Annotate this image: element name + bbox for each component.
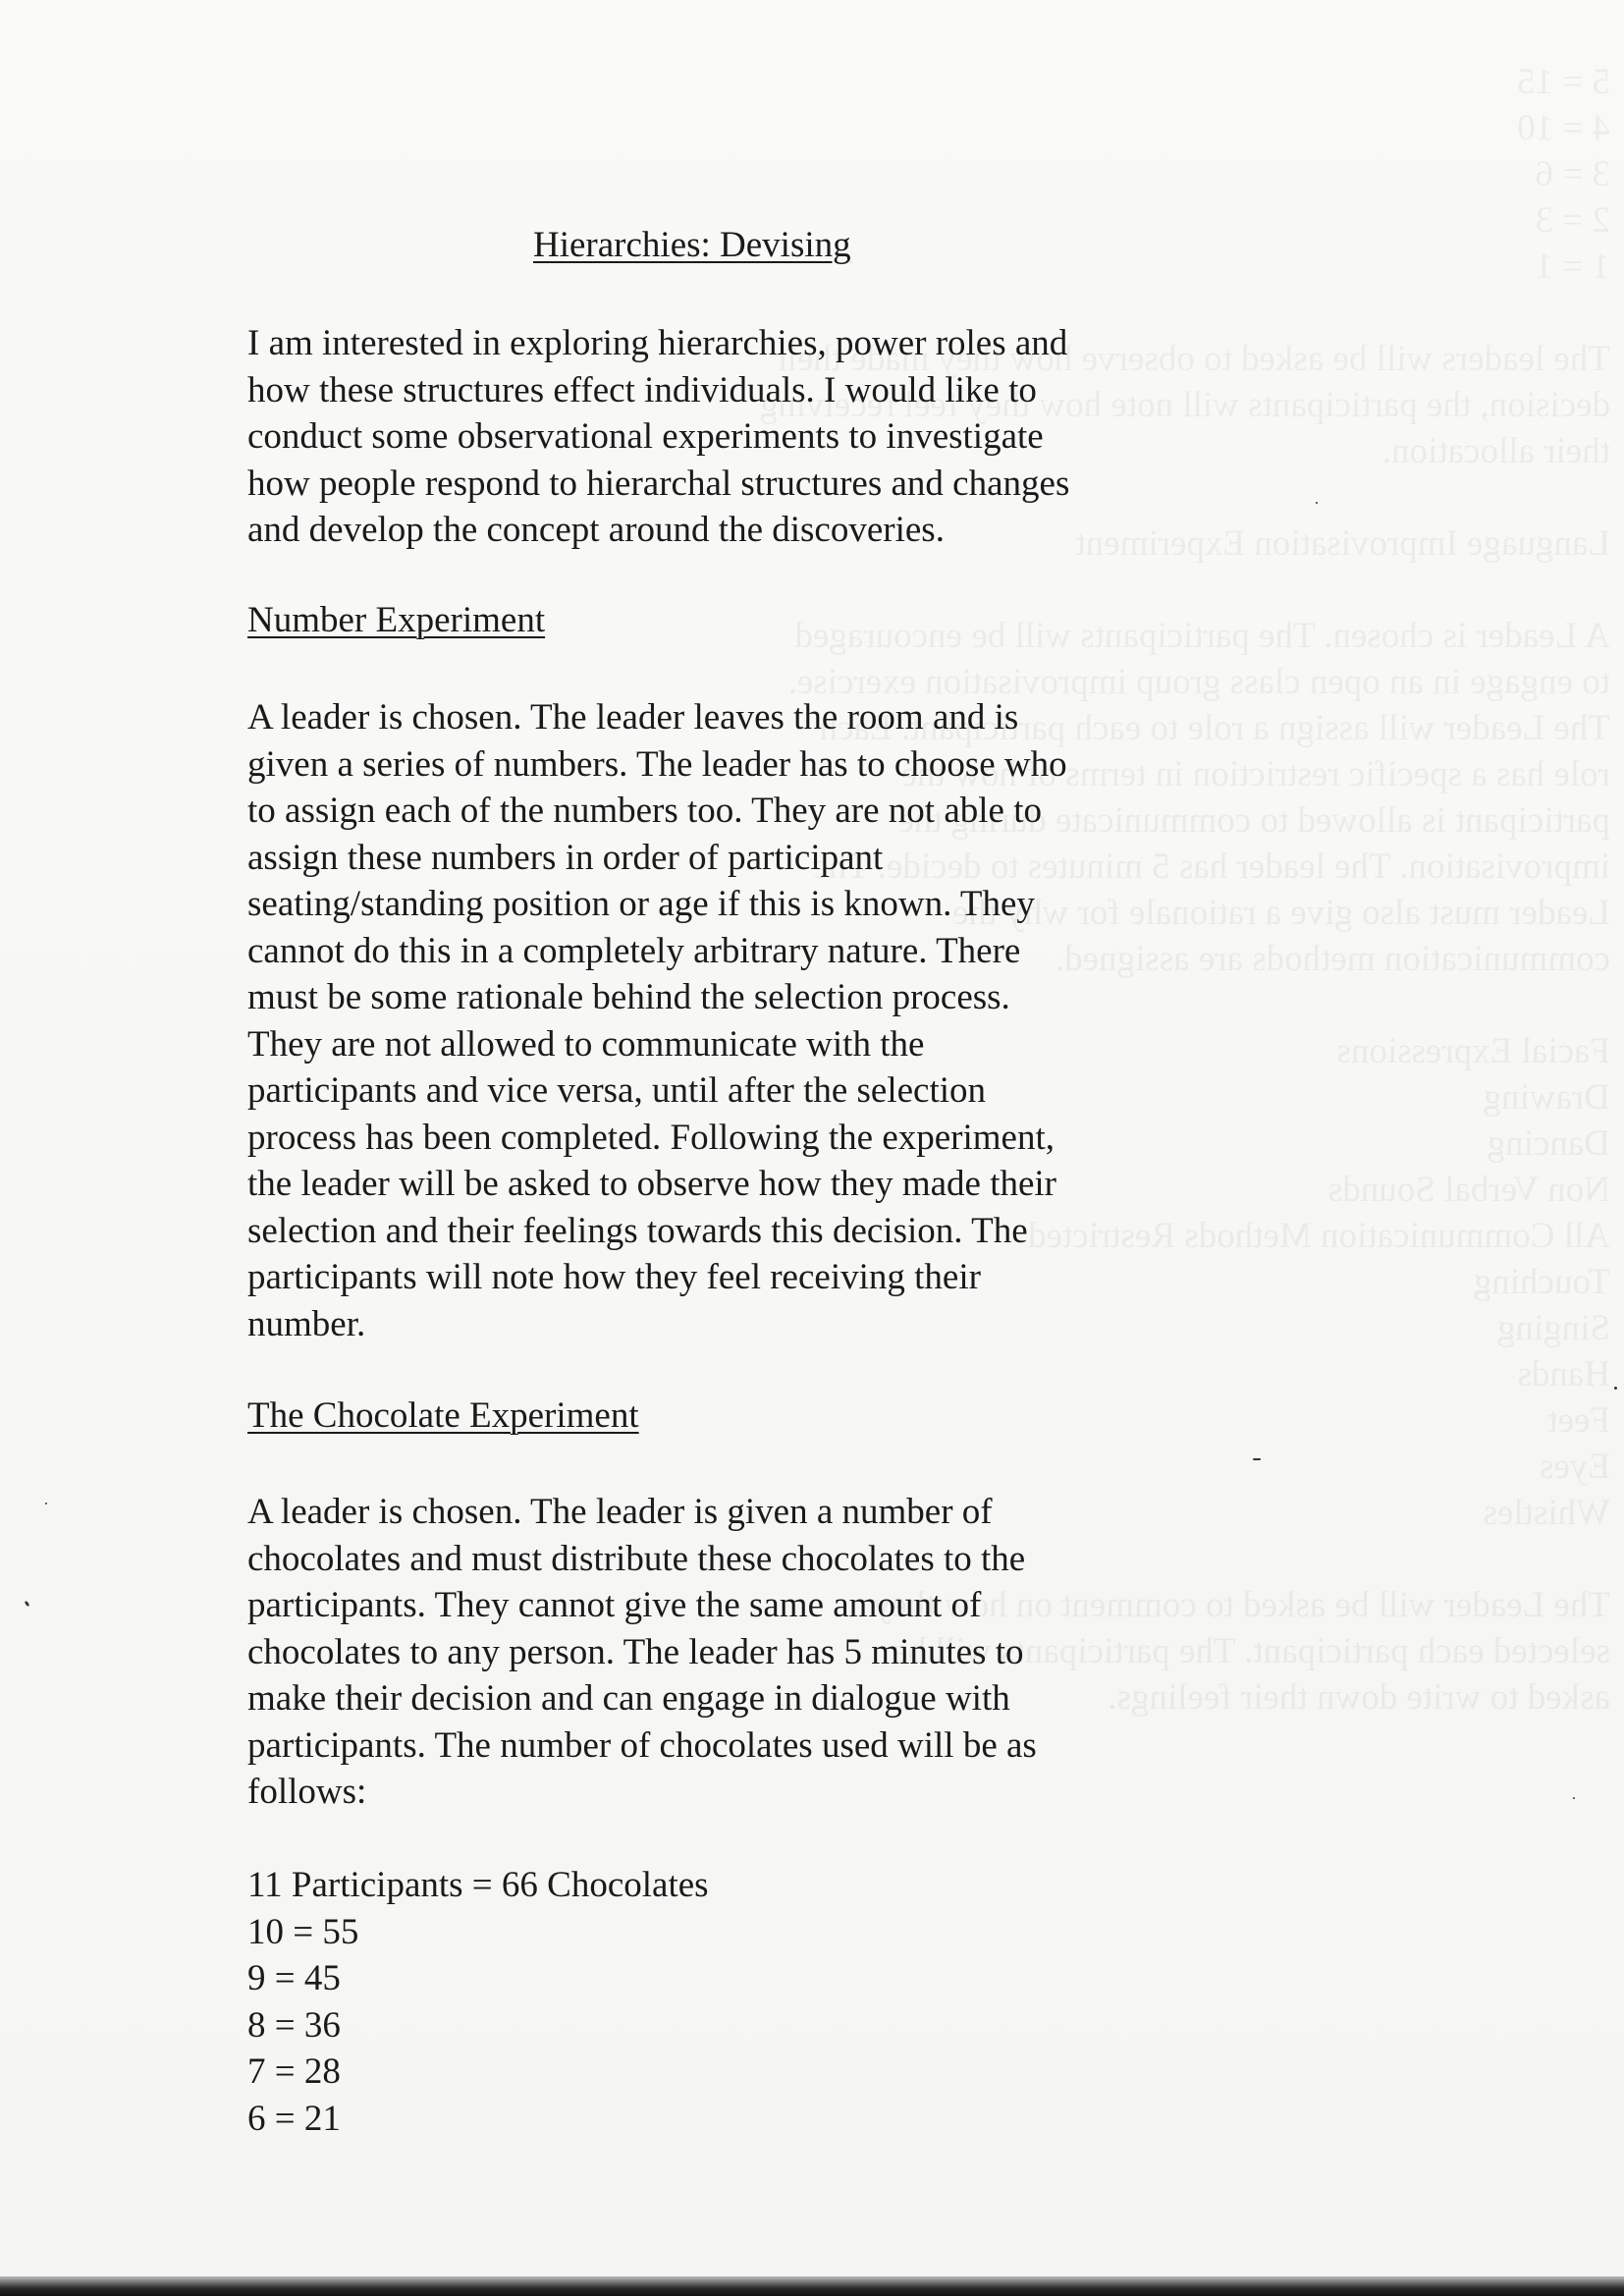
reverse-side-line: 3 = 6 bbox=[1535, 154, 1610, 194]
scan-speck bbox=[25, 1601, 30, 1608]
intro-line: and develop the concept around the discoveries. bbox=[247, 510, 945, 550]
reverse-side-line: selected each participant. The participants will be bbox=[892, 1631, 1610, 1671]
intro-line: how these structures effect individuals. I would like to bbox=[247, 369, 1037, 410]
reverse-side-line: Dancing bbox=[1487, 1123, 1610, 1164]
reverse-side-line: A Leader is chosen. The participants will be encouraged bbox=[794, 616, 1610, 656]
chocolate-experiment-paragraph bbox=[247, 1489, 1037, 1816]
reverse-side-line: Singing bbox=[1496, 1308, 1610, 1348]
reverse-side-line: Hands bbox=[1517, 1354, 1610, 1394]
intro-line: conduct some observational experiments to investigate bbox=[247, 416, 1044, 457]
scan-speck bbox=[1573, 1797, 1575, 1799]
chocolate-experiment-heading: The Chocolate Experiment bbox=[247, 1395, 639, 1436]
paragraph-line: follows: bbox=[247, 1772, 367, 1812]
reverse-side-line: 1 = 1 bbox=[1535, 246, 1610, 287]
intro-paragraph bbox=[247, 320, 1069, 554]
paragraph-line: selection and their feelings towards this decision. The bbox=[247, 1210, 1028, 1251]
paragraph-line: participants. They cannot give the same amount of bbox=[247, 1585, 982, 1625]
scan-speck bbox=[1316, 502, 1318, 504]
reverse-side-line: role has a specific restriction in terms of how the bbox=[900, 754, 1610, 794]
reverse-side-line: The leaders will be asked to observe how they made their bbox=[775, 339, 1610, 379]
reverse-side-line: improvisation. The leader has 5 minutes to decide. The bbox=[812, 847, 1610, 887]
reverse-side-line: asked to write down their feelings. bbox=[1108, 1677, 1610, 1718]
paragraph-line: process has been completed. Following the experiment, bbox=[247, 1117, 1056, 1158]
reverse-side-line: Touching bbox=[1473, 1262, 1610, 1302]
paragraph-line: to assign each of the numbers too. They are not able to bbox=[247, 791, 1042, 831]
reverse-side-line: decision, the participants will note how they feel receiving bbox=[759, 385, 1610, 425]
reverse-side-line: Leader must also give a rationale for why the bbox=[952, 893, 1610, 933]
allocation-row: 10 = 55 bbox=[247, 1911, 359, 1952]
paragraph-line: participants. The number of chocolates used will be as bbox=[247, 1724, 1037, 1766]
allocation-row: 9 = 45 bbox=[247, 1958, 341, 1998]
paragraph-line: They are not allowed to communicate with the bbox=[247, 1023, 925, 1065]
scan-speck bbox=[1614, 1387, 1617, 1390]
reverse-side-line: 5 = 15 bbox=[1517, 62, 1610, 102]
intro-line: how people respond to hierarchal structures and changes bbox=[247, 463, 1070, 504]
allocation-row: 6 = 21 bbox=[247, 2098, 341, 2139]
paragraph-line: cannot do this in a completely arbitrary nature. There bbox=[247, 930, 1021, 971]
paragraph-line: participants and vice versa, until after the selection bbox=[247, 1070, 987, 1111]
scan-edge-shadow bbox=[0, 2276, 1624, 2296]
reverse-side-line: Eyes bbox=[1540, 1447, 1610, 1487]
reverse-side-line: participant is allowed to communicate during the bbox=[897, 800, 1610, 841]
paragraph-line: participants will note how they feel receiving their bbox=[247, 1257, 981, 1297]
allocation-row: 11 Participants = 66 Chocolates bbox=[247, 1865, 709, 1905]
chocolate-allocation-list bbox=[247, 1862, 709, 2142]
reverse-side-line: Drawing bbox=[1483, 1077, 1610, 1118]
paragraph-line: chocolates to any person. The leader has 5 minutes to bbox=[247, 1631, 1024, 1672]
reverse-side-line: The Leader will be asked to comment on how they bbox=[872, 1585, 1610, 1625]
paragraph-line: assign these numbers in order of participant bbox=[247, 837, 884, 878]
reverse-side-line: Language Improvisation Experiment bbox=[1075, 523, 1610, 564]
allocation-row: 8 = 36 bbox=[247, 2004, 341, 2046]
paragraph-line: given a series of numbers. The leader has to choose who bbox=[247, 743, 1067, 785]
reverse-side-line: Feet bbox=[1547, 1400, 1610, 1441]
reverse-side-line: to engage in an open class group improvisation exercise. bbox=[787, 662, 1610, 702]
allocation-row: 7 = 28 bbox=[247, 2051, 341, 2092]
reverse-side-line: Whistles bbox=[1483, 1493, 1610, 1533]
reverse-side-line: communication methods are assigned. bbox=[1055, 939, 1610, 979]
reverse-side-line: their allocation. bbox=[1381, 431, 1610, 471]
reverse-side-line: The Leader will assign a role to each participant. Each bbox=[819, 708, 1610, 748]
paragraph-line: chocolates and must distribute these chocolates to the bbox=[247, 1538, 1026, 1579]
page-title: Hierarchies: Devising bbox=[533, 225, 851, 265]
reverse-side-line bbox=[491, 567, 1610, 613]
scan-speck bbox=[45, 1503, 47, 1504]
reverse-side-line: 4 = 10 bbox=[1517, 108, 1610, 148]
paragraph-line: A leader is chosen. The leader leaves the room and is bbox=[247, 697, 1019, 738]
number-experiment-paragraph bbox=[247, 694, 1067, 1347]
paragraph-line: make their decision and can engage in dialogue with bbox=[247, 1678, 1010, 1719]
paragraph-line: must be some rationale behind the selection process. bbox=[247, 977, 1010, 1017]
paragraph-line: A leader is chosen. The leader is given a number of bbox=[247, 1492, 993, 1532]
scan-speck bbox=[1253, 1458, 1261, 1460]
paragraph-line: number. bbox=[247, 1303, 366, 1344]
paragraph-line: the leader will be asked to observe how they made their bbox=[247, 1164, 1056, 1204]
intro-line: I am interested in exploring hierarchies, power roles and bbox=[247, 323, 1068, 363]
number-experiment-heading: Number Experiment bbox=[247, 600, 546, 640]
reverse-side-line: 2 = 3 bbox=[1535, 200, 1610, 241]
paragraph-line: seating/standing position or age if this is known. They bbox=[247, 884, 1035, 924]
reverse-side-line: Non Verbal Sounds bbox=[1327, 1170, 1610, 1210]
reverse-side-line: Facial Expressions bbox=[1336, 1031, 1610, 1071]
reverse-side-line: All Communication Methods Restricted bbox=[1028, 1216, 1610, 1256]
